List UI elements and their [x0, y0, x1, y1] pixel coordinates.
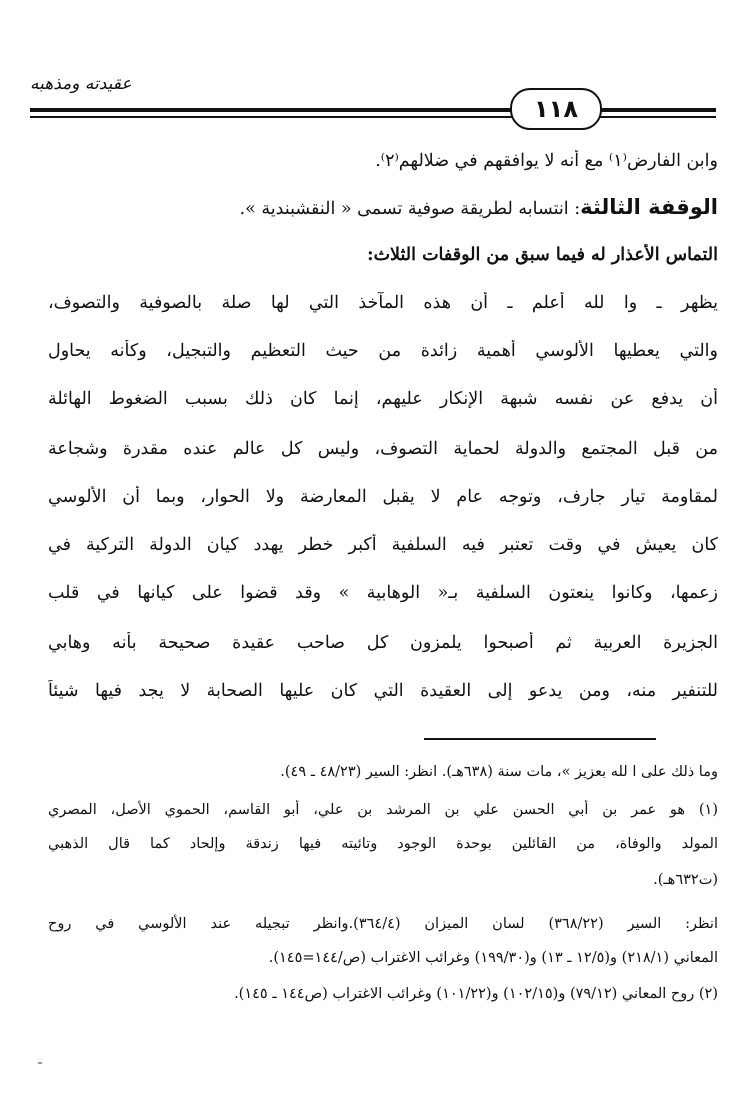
footnote-line: (٢) روح المعاني (٧٩/١٢) و(١٠٢/١٥) و(١٠١/٢٢) وغرائب الاغتراب (ص١٤٤ ـ ١٤٥). — [234, 986, 718, 1002]
paragraph-line: كان يعيش في وقت تعتبر فيه السلفية أكبر خطر يهدد كيان الدولة التركية في — [48, 535, 718, 555]
paragraph-line: للتنفير منه، ومن يدعو إلى العقيدة التي كان عليها الصحابة لا يجد فيها شيئاً — [48, 681, 718, 701]
paragraph-line: الجزيرة العربية ثم أصبحوا يلمزون كل صاحب عقيدة صحيحة بأنه وهابي — [48, 633, 718, 653]
section-heading-line — [48, 196, 718, 220]
paragraph-line: والتي يعطيها الألوسي أهمية زائدة من حيث التعظيم والتبجيل، وكأنه يحاول — [48, 341, 718, 361]
footnote-line: المولد والوفاة، من القائلين بوحدة الوجود وتائيته فيها زندقة وإلحاد كما قال الذهبي — [48, 836, 718, 852]
header-rule-thin — [30, 116, 716, 118]
running-head-title: عقيدته ومذهبه — [30, 74, 132, 94]
subheading: التماس الأعذار له فيما سبق من الوقفات الثلاث: — [367, 245, 718, 265]
header-rule-thick — [30, 108, 716, 112]
page-header — [0, 0, 744, 130]
text-line: وابن الفارض⁽١⁾ مع أنه لا يوافقهم في ضلالهم⁽٢⁾. — [375, 151, 718, 171]
paragraph-line: أن يدفع عن نفسه شبهة الإنكار عليهم، إنما كان ذلك بسبب الضغوط الهائلة — [48, 389, 718, 409]
paragraph-line: لمقاومة تيار جارف، وتوجه عام لا يقبل المعارضة ولا الحوار، وبما أن الألوسي — [48, 487, 718, 507]
footnote-line: (١) هو عمر بن أبي الحسن علي بن المرشد بن علي، أبو القاسم، الحموي الأصل، المصري — [48, 802, 718, 818]
footnote-line: وما ذلك على ا لله بعزيز »، مات سنة (٦٣٨هـ). انظر: السير (٤٨/٢٣ ـ ٤٩). — [280, 764, 718, 780]
paragraph-line: يظهر ـ وا لله أعلم ـ أن هذه المآخذ التي لها صلة بالصوفية والتصوف، — [48, 293, 718, 313]
section-heading: الوقفة الثالثة — [580, 196, 718, 219]
footnote-line: (ت٦٣٢هـ). — [653, 872, 718, 888]
scan-speck — [38, 1062, 42, 1064]
section-heading-rest: : انتسابه لطريقة صوفية تسمى « النقشبندية ». — [239, 199, 581, 219]
paragraph-line: من قبل المجتمع والدولة لحماية التصوف، وليس كل عالم عنده مقدرة وشجاعة — [48, 439, 718, 459]
page-number: ١١٨ — [510, 88, 602, 130]
paragraph-line: زعمها، وكانوا ينعتون السلفية بـ« الوهابية » وقد قضوا على كيانها في قلب — [48, 583, 718, 603]
footnote-separator — [424, 738, 656, 740]
footnote-line: انظر: السير (٣٦٨/٢٢) لسان الميزان (٣٦٤/٤).وانظر تبجيله عند الألوسي في روح — [48, 916, 718, 932]
footnote-line: المعاني (٢١٨/١) و(١٢/٥ ـ ١٣) و(١٩٩/٣٠) وغرائب الاغتراب (ص/١٤٤=١٤٥). — [268, 950, 718, 966]
